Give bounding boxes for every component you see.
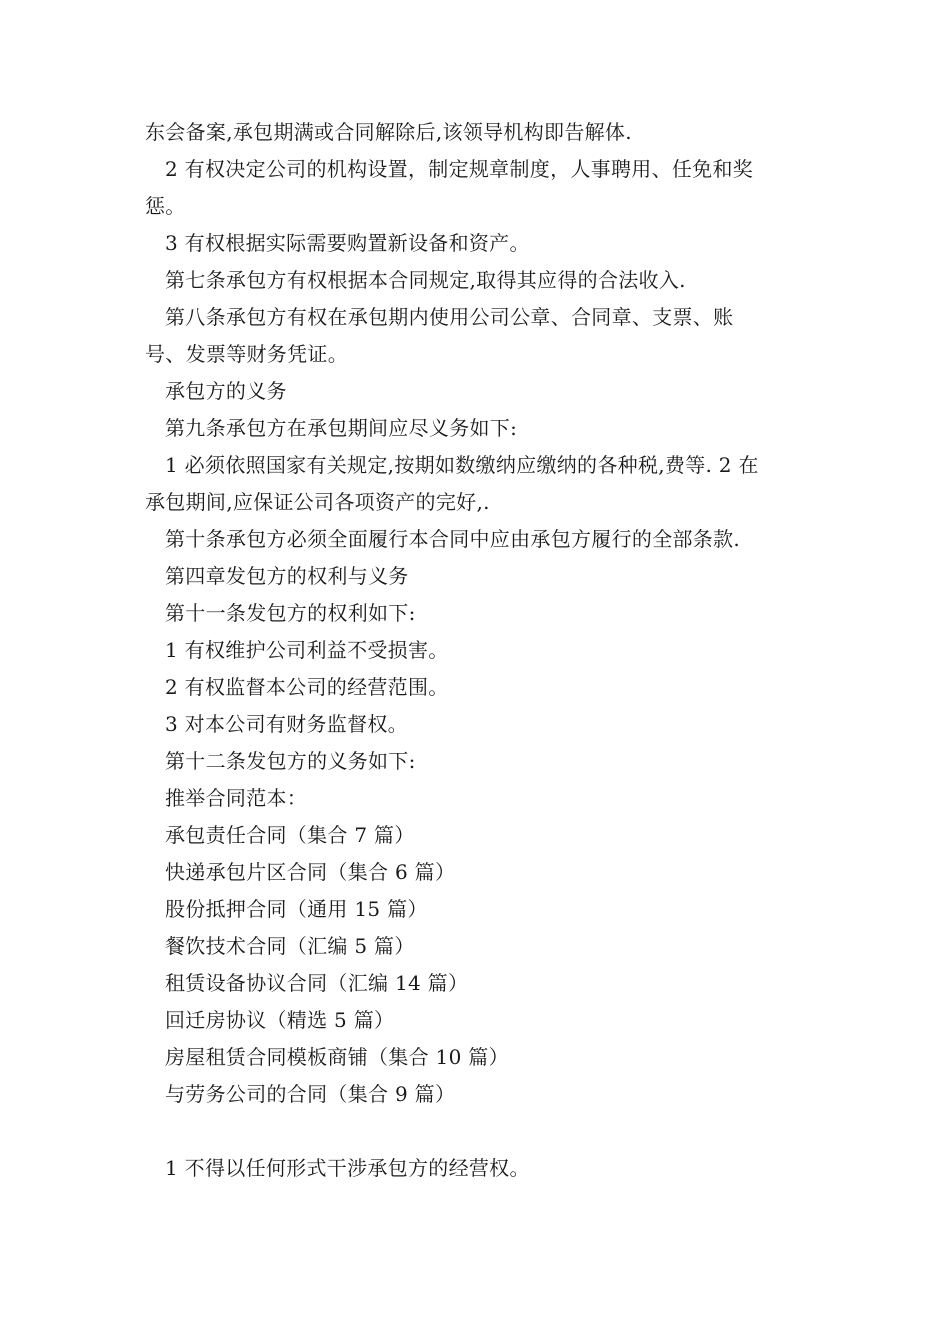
section-heading: 承包方的义务 bbox=[165, 379, 287, 403]
list-item: 3 对本公司有财务监督权。 bbox=[165, 712, 408, 736]
recommended-templates-heading: 推举合同范本： bbox=[165, 786, 308, 810]
template-link[interactable]: 快递承包片区合同（集合 6 篇） bbox=[165, 860, 456, 884]
paragraph-line: 东会备案,承包期满或合同解除后,该领导机构即告解体. bbox=[145, 120, 632, 144]
paragraph-line: 1 必须依照国家有关规定,按期如数缴纳应缴纳的各种税,费等. 2 在 bbox=[165, 453, 759, 477]
article-seven: 第七条承包方有权根据本合同规定,取得其应得的合法收入. bbox=[165, 268, 686, 292]
template-link[interactable]: 承包责任合同（集合 7 篇） bbox=[165, 823, 415, 847]
template-link[interactable]: 股份抵押合同（通用 15 篇） bbox=[165, 897, 428, 921]
blank-spacer bbox=[145, 1113, 813, 1150]
template-link[interactable]: 回迁房协议（精选 5 篇） bbox=[165, 1008, 395, 1032]
article-eight: 第八条承包方有权在承包期内使用公司公章、合同章、支票、账 bbox=[165, 305, 734, 329]
article-twelve: 第十二条发包方的义务如下: bbox=[165, 749, 416, 773]
template-link[interactable]: 房屋租赁合同模板商铺（集合 10 篇） bbox=[165, 1045, 509, 1069]
article-ten: 第十条承包方必须全面履行本合同中应由承包方履行的全部条款. bbox=[165, 527, 741, 551]
list-item: 1 有权维护公司利益不受损害。 bbox=[165, 638, 449, 662]
document-body bbox=[145, 114, 813, 1187]
template-link[interactable]: 与劳务公司的合同（集合 9 篇） bbox=[165, 1082, 456, 1106]
template-link[interactable]: 租赁设备协议合同（汇编 14 篇） bbox=[165, 971, 469, 995]
paragraph-line: 号、发票等财务凭证。 bbox=[145, 342, 348, 366]
paragraph-line: 惩。 bbox=[145, 194, 186, 218]
list-item: 2 有权监督本公司的经营范围。 bbox=[165, 675, 449, 699]
list-item: 1 不得以任何形式干涉承包方的经营权。 bbox=[165, 1156, 530, 1180]
chapter-heading: 第四章发包方的权利与义务 bbox=[165, 564, 409, 588]
article-eleven: 第十一条发包方的权利如下: bbox=[165, 601, 416, 625]
paragraph-line: 2 有权决定公司的机构设置，制定规章制度，人事聘用、任免和奖 bbox=[165, 157, 754, 181]
paragraph-line: 承包期间,应保证公司各项资产的完好,. bbox=[145, 490, 490, 514]
template-link[interactable]: 餐饮技术合同（汇编 5 篇） bbox=[165, 934, 415, 958]
article-nine: 第九条承包方在承包期间应尽义务如下: bbox=[165, 416, 518, 440]
paragraph-line: 3 有权根据实际需要购置新设备和资产。 bbox=[165, 231, 530, 255]
